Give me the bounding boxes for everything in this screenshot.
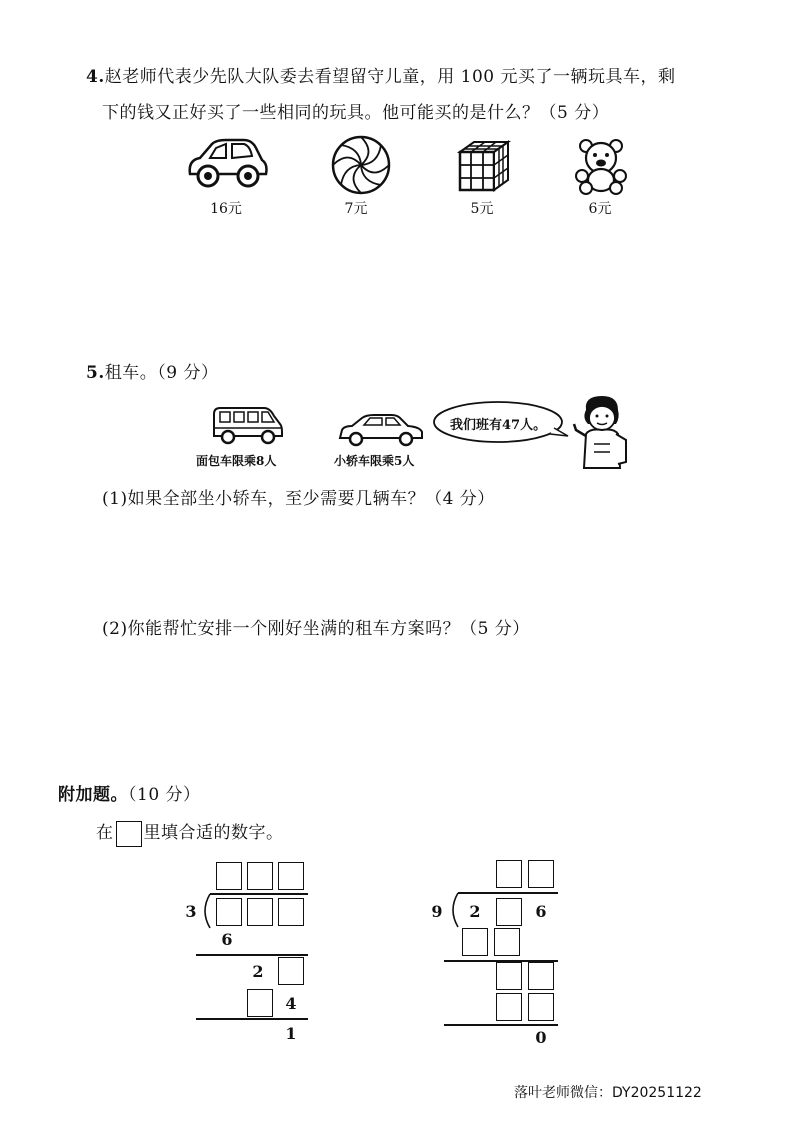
boy-icon [572, 394, 630, 470]
price-ball: 7元 [344, 201, 368, 217]
difference-digit: 2 [252, 962, 264, 981]
bonus-points: （10 分） [128, 785, 201, 805]
van-icon [212, 404, 284, 446]
instr-after: 里填合适的数字。 [143, 823, 284, 843]
q5-title: 租车。（9 分） [104, 363, 219, 383]
dividend-box[interactable] [216, 898, 242, 926]
sedan-caption: 小轿车限乘5人 [334, 454, 415, 468]
difference-box[interactable] [278, 957, 304, 985]
quotient-box[interactable] [278, 862, 304, 890]
difference-box[interactable] [528, 962, 554, 990]
quotient-box[interactable] [496, 860, 522, 888]
q4-text-line1: 赵老师代表少先队大队委去看望留守儿童，用 100 元买了一辆玩具车，剩 [104, 67, 676, 87]
price-car: 16元 [210, 201, 242, 217]
speech-text: 我们班有47人。 [450, 418, 547, 433]
dividend-box[interactable] [247, 898, 273, 926]
subtraction-line [444, 1024, 558, 1026]
dividend-box[interactable] [278, 898, 304, 926]
footer-watermark: 落叶老师微信：DY20251122 [514, 1085, 702, 1101]
subtraction-line [196, 1018, 308, 1020]
price-cube: 5元 [470, 201, 494, 217]
sedan-icon [338, 412, 424, 448]
dividend-box[interactable] [496, 898, 522, 926]
product-box[interactable] [247, 989, 273, 1017]
ball-icon [330, 134, 392, 196]
q4-line1 [86, 60, 676, 94]
remainder: 1 [285, 1024, 297, 1043]
q5-sub2: (2)你能帮忙安排一个刚好坐满的租车方案吗？（5 分） [102, 619, 530, 639]
instr-box [116, 821, 142, 847]
difference-box[interactable] [496, 962, 522, 990]
product-digit: 4 [285, 994, 297, 1013]
divisor: 3 [185, 902, 197, 921]
van-caption: 面包车限乘8人 [196, 454, 277, 468]
division-bar [458, 892, 558, 894]
bonus-title: 附加题。 [58, 785, 128, 805]
teddy-bear-icon [574, 138, 628, 194]
product-digit: 6 [221, 930, 233, 949]
toy-car-icon [186, 138, 270, 190]
subtraction-line [196, 954, 308, 956]
product-box[interactable] [496, 993, 522, 1021]
q5-sub1: (1)如果全部坐小轿车，至少需要几辆车？（4 分） [102, 489, 495, 509]
dividend-digit: 6 [535, 902, 547, 921]
instr-before: 在 [96, 823, 114, 843]
dividend-digit: 2 [469, 902, 481, 921]
product-box[interactable] [462, 928, 488, 956]
quotient-box[interactable] [216, 862, 242, 890]
product-box[interactable] [494, 928, 520, 956]
division-bar [210, 893, 308, 895]
q4-number: 4. [86, 67, 105, 87]
bonus-title-line [58, 778, 201, 812]
q5-number: 5. [86, 363, 105, 383]
q4-line2: 下的钱又正好买了一些相同的玩具。他可能买的是什么？（5 分） [102, 103, 610, 123]
bonus-instruction [96, 816, 284, 850]
price-bear: 6元 [588, 201, 612, 217]
divisor: 9 [431, 902, 443, 921]
product-box[interactable] [528, 993, 554, 1021]
q5-title-line [86, 356, 218, 390]
rubik-cube-icon [456, 138, 512, 194]
remainder: 0 [535, 1028, 547, 1047]
quotient-box[interactable] [247, 862, 273, 890]
quotient-box[interactable] [528, 860, 554, 888]
